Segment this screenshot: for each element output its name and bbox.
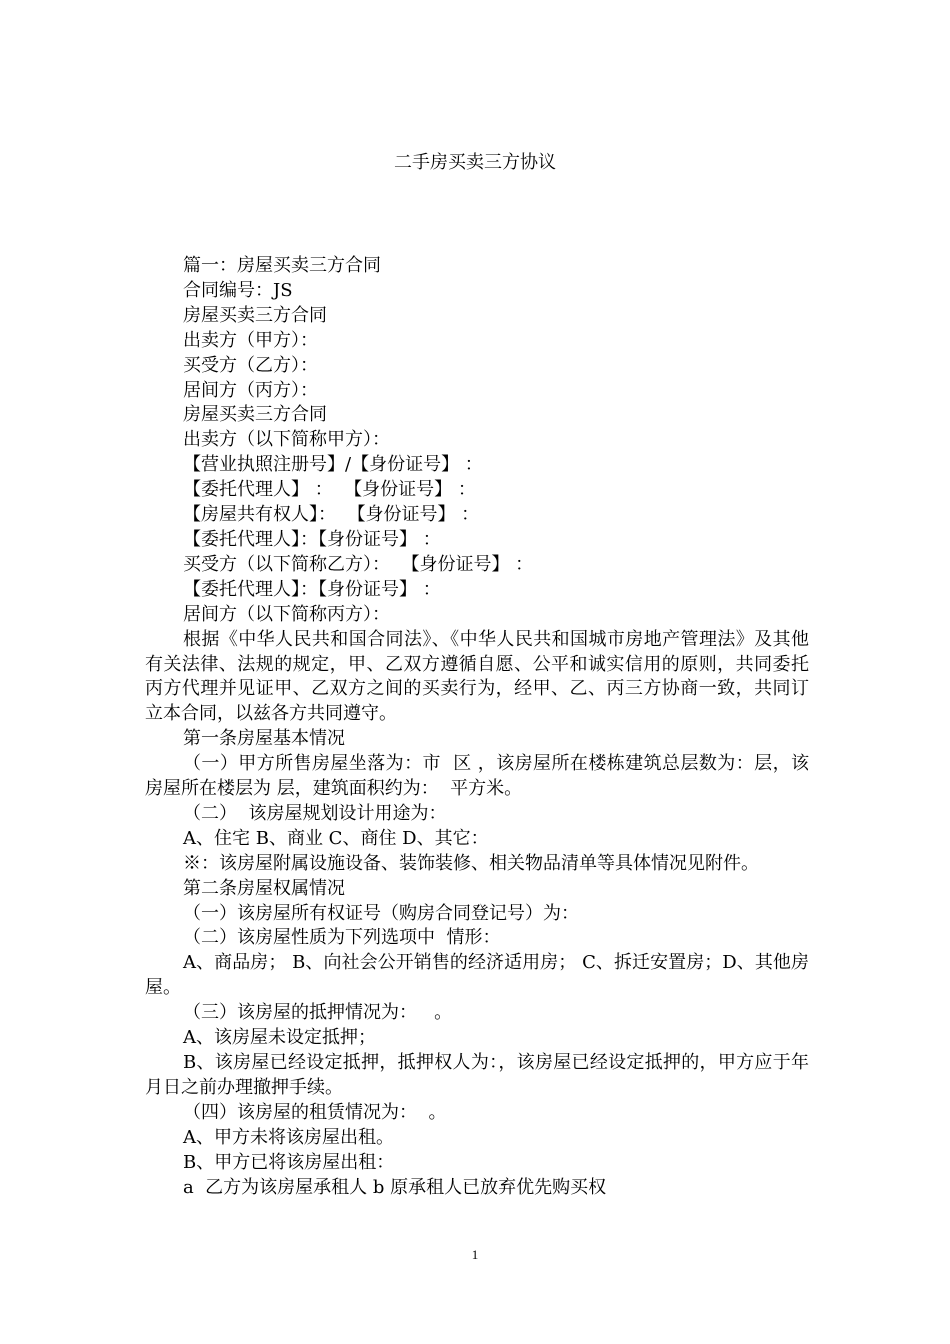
paragraph: 第二条房屋权属情况: [183, 877, 345, 899]
paragraph: 【委托代理人】：【身份证号】 ：: [183, 578, 441, 600]
paragraph: 【营业执照注册号】/【身份证号】 ：: [183, 454, 483, 476]
paragraph: 房屋买卖三方合同: [183, 404, 327, 426]
paragraph: 出卖方（甲方）：: [183, 329, 318, 351]
paragraph: （二）该房屋性质为下列选项中 情形：: [183, 927, 501, 949]
paragraph: （三）该房屋的抵押情况为： 。: [183, 1002, 453, 1024]
paragraph: （二） 该房屋规划设计用途为：: [183, 802, 447, 824]
paragraph: （四）该房屋的租赁情况为： 。: [183, 1101, 447, 1123]
paragraph: 居间方（以下简称丙方）：: [183, 603, 390, 625]
document-body: [145, 254, 809, 1200]
paragraph: A、住宅 B、商业 C、商住 D、其它：: [183, 827, 489, 849]
paragraph: 【委托代理人】：【身份证号】 ：: [183, 528, 441, 550]
paragraph: a 乙方为该房屋承租人 b 原承租人已放弃优先购买权: [183, 1176, 607, 1198]
paragraph: 买受方（乙方）：: [183, 354, 318, 376]
paragraph: 【委托代理人】 ： 【身份证号】 ：: [183, 479, 476, 501]
page-number: 1: [471, 1247, 479, 1262]
document-title: 二手房买卖三方协议: [394, 152, 556, 173]
paragraph: 篇一：房屋买卖三方合同: [183, 255, 381, 276]
paragraph: A、该房屋未设定抵押；: [183, 1027, 376, 1049]
paragraph: B、该房屋已经设定抵押，抵押权人为：，该房屋已经设定抵押的，甲方应于年月日之前办理撤押手续。: [145, 1052, 809, 1098]
paragraph: 第一条房屋基本情况: [183, 728, 345, 750]
paragraph: 房屋买卖三方合同: [183, 304, 327, 326]
paragraph: B、甲方已将该房屋出租：: [183, 1151, 395, 1173]
paragraph: ※：该房屋附属设施设备、装饰装修、相关物品清单等具体情况见附件。: [183, 852, 759, 874]
paragraph: 买受方（以下简称乙方）： 【身份证号】 ：: [183, 553, 534, 575]
paragraph: A、甲方未将该房屋出租。: [183, 1126, 394, 1148]
paragraph: （一）甲方所售房屋坐落为：市 区 ，该房屋所在楼栋建筑总层数为：层，该房屋所在楼层为 层，建筑面积约为： 平方米。: [145, 753, 809, 800]
paragraph: 居间方（丙方）：: [183, 379, 318, 401]
paragraph: 【房屋共有权人】： 【身份证号】 ：: [183, 504, 480, 526]
paragraph: 合同编号：JS: [183, 279, 293, 301]
paragraph: （一）该房屋所有权证号（购房合同登记号）为：: [183, 902, 579, 924]
paragraph: A、商品房； B、向社会公开销售的经济适用房； C、拆迁安置房；D、其他房屋。: [145, 952, 809, 999]
paragraph: 根据《中华人民共和国合同法》、《中华人民共和国城市房地产管理法》及其他有关法律、法规的规定，甲、乙双方遵循自愿、公平和诚实信用的原则，共同委托丙方代理并见证甲、乙双方之间的买卖行为，经甲、乙、丙三方协商一致，共同订立本合同，以兹各方共同遵守。: [145, 628, 809, 725]
paragraph: 出卖方（以下简称甲方）：: [183, 429, 390, 451]
